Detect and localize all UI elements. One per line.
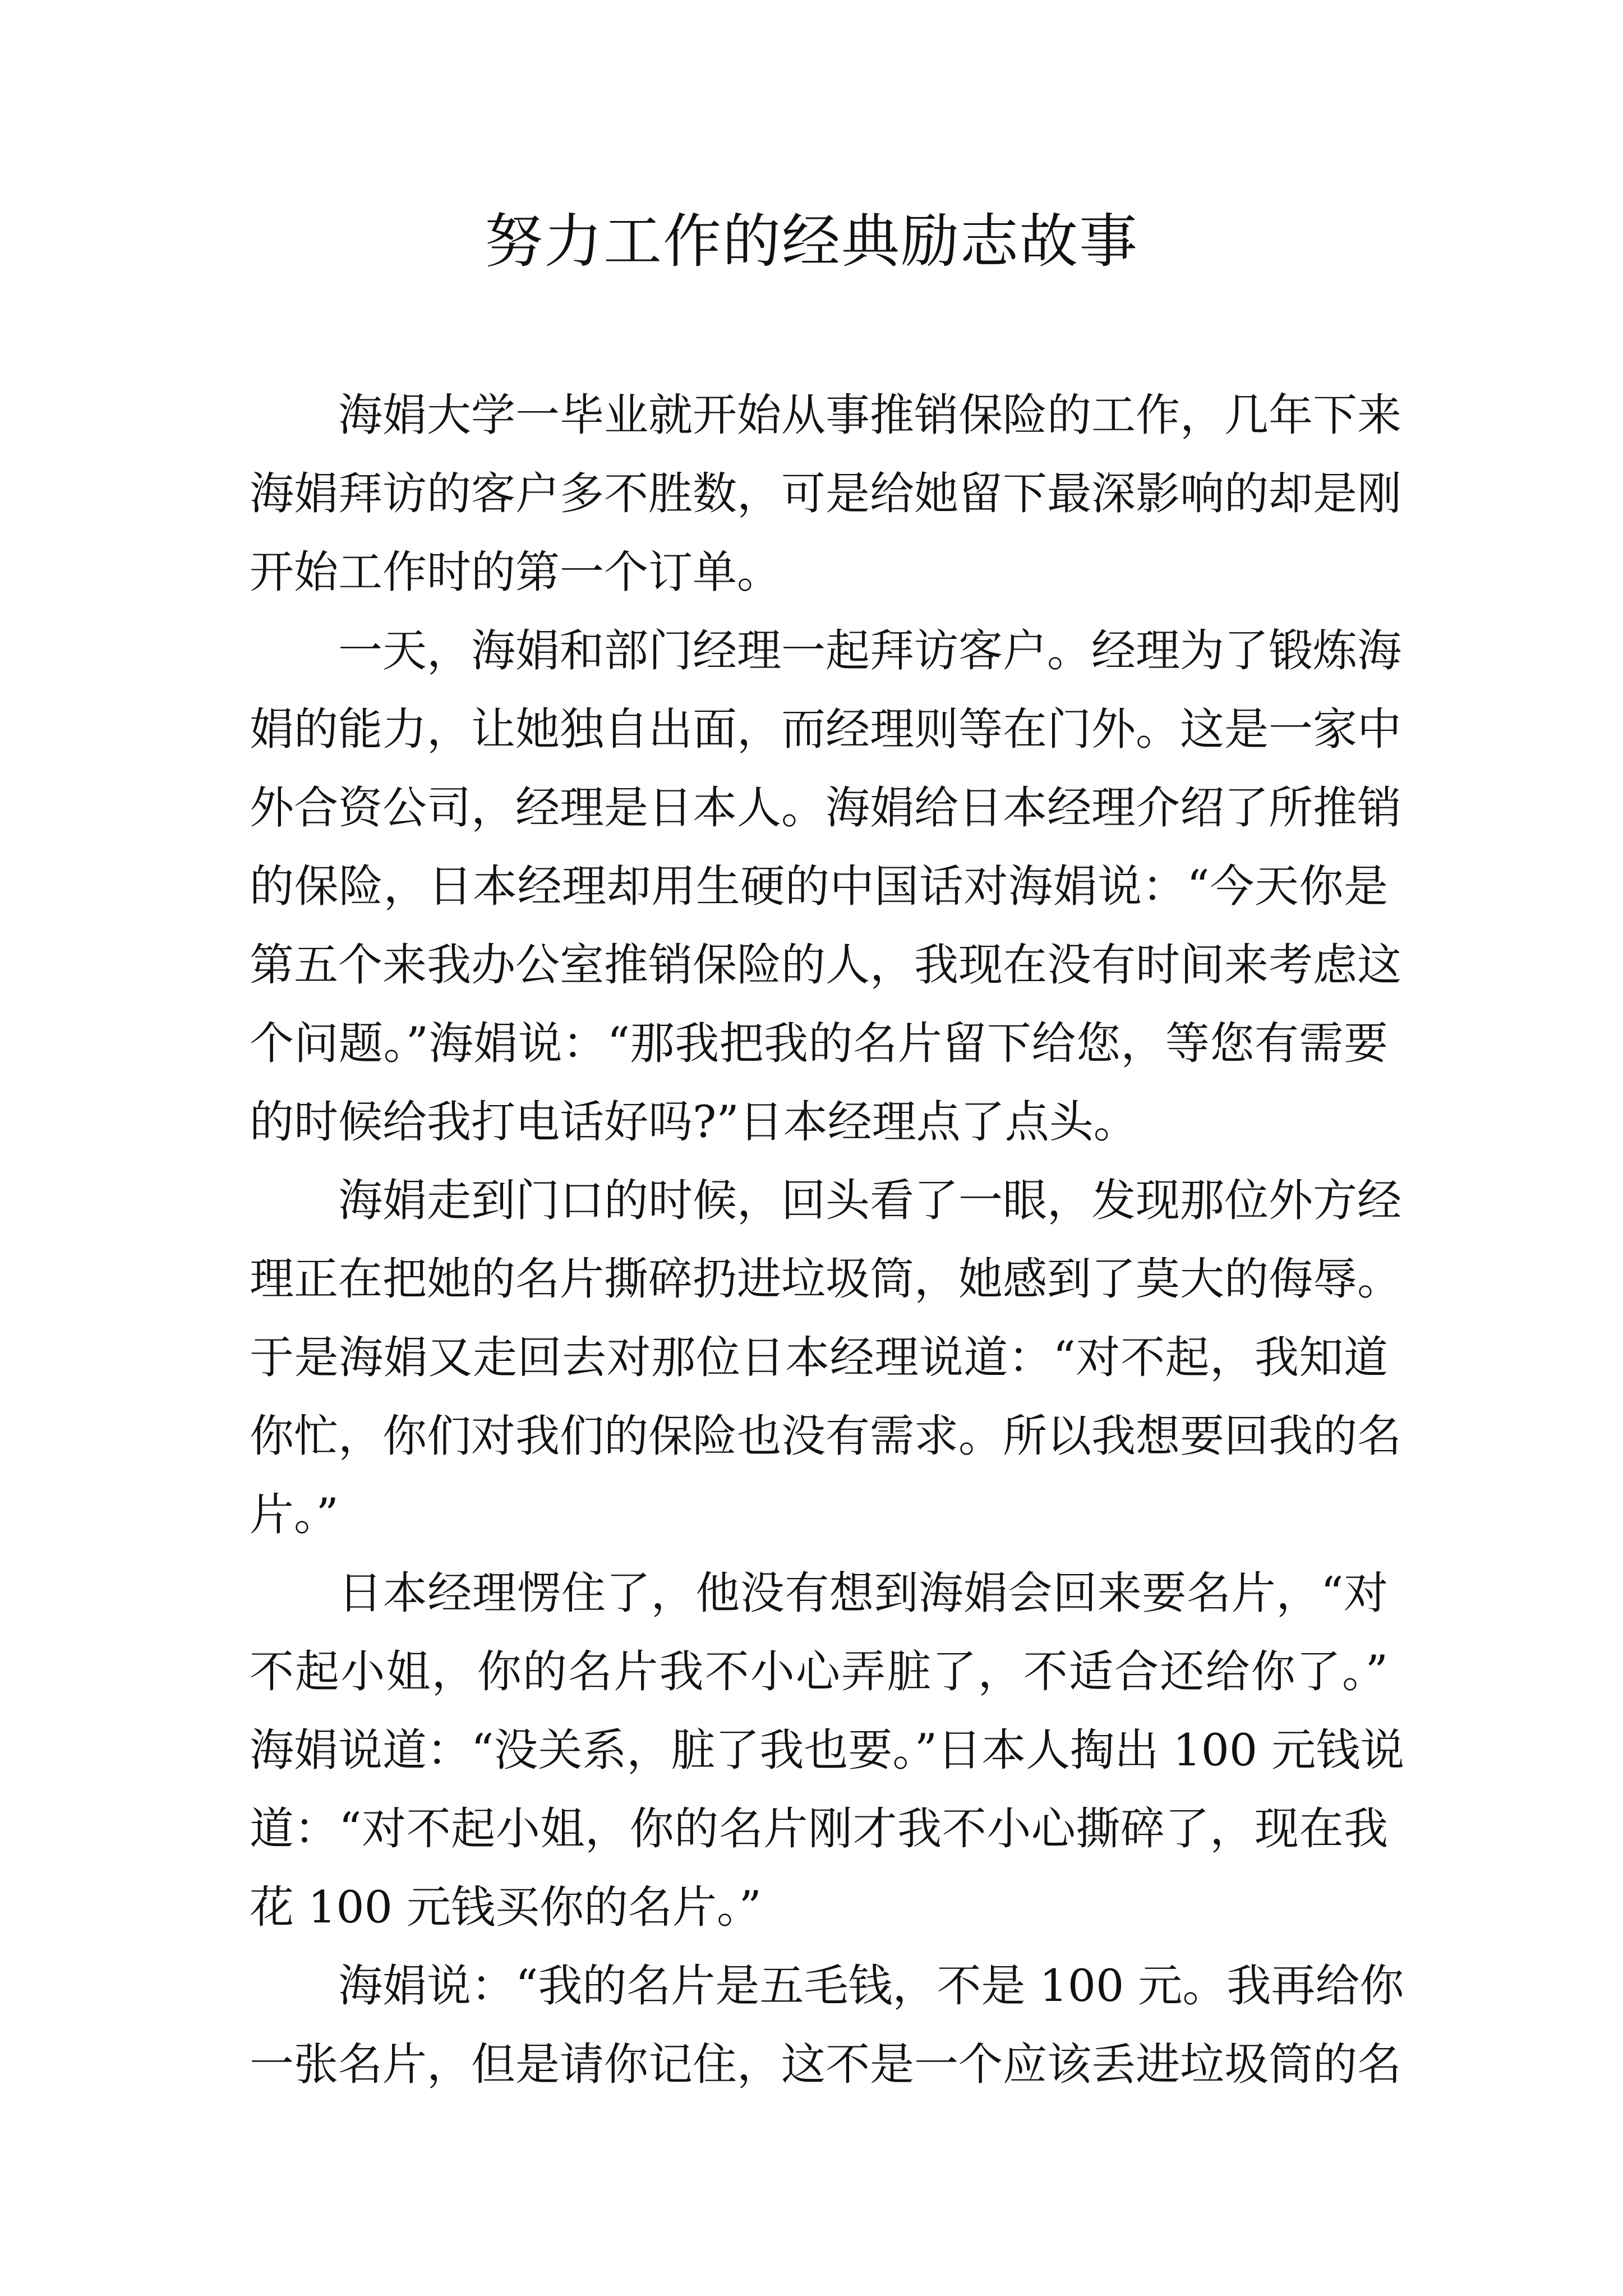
paragraph [250,1947,1404,2104]
text-line: 不起小姐，你的名片我不小心弄脏了，不适合还给你了。” [250,1646,1388,1697]
text-line: 花 100 元钱买你的名片。” [250,1881,762,1933]
text-line: 娟的能力，让她独自出面，而经理则等在门外。这是一家中 [250,703,1401,755]
text-line: 开始工作时的第一个订单。 [250,546,781,598]
text-line: 你忙，你们对我们的保险也没有需求。所以我想要回我的名 [250,1410,1401,1462]
text-line: 海娟拜访的客户多不胜数，可是给她留下最深影响的却是刚 [250,468,1401,519]
text-line: 一张名片，但是请你记住，这不是一个应该丢进垃圾筒的名 [250,2039,1401,2090]
paragraph [250,611,1401,1161]
text-line: 的保险，日本经理却用生硬的中国话对海娟说：“今天你是 [250,861,1388,912]
paragraph [250,1554,1405,1947]
text-line: 个问题。”海娟说：“那我把我的名片留下给您，等您有需要 [250,1018,1388,1069]
text-line: 片。” [250,1489,339,1540]
text-line: 的时候给我打电话好吗?”日本经理点了点头。 [250,1096,1138,1148]
text-line: 于是海娟又走回去对那位日本经理说道：“对不起，我知道 [250,1332,1388,1383]
text-line: 第五个来我办公室推销保险的人，我现在没有时间来考虑这 [250,939,1401,991]
text-line: 外合资公司，经理是日本人。海娟给日本经理介绍了所推销 [250,782,1401,834]
text-line: 道：“对不起小姐，你的名片刚才我不小心撕碎了，现在我 [250,1803,1388,1855]
text-line: 海娟说：“我的名片是五毛钱，不是 100 元。我再给你 [338,1960,1404,2012]
text-line: 日本经理愣住了，他没有想到海娟会回来要名片，“对 [338,1567,1388,1619]
text-line: 海娟走到门口的时候，回头看了一眼，发现那位外方经 [338,1175,1401,1226]
document-body [250,376,1405,2104]
paragraph [250,376,1401,611]
paragraph [250,1161,1401,1554]
text-line: 理正在把她的名片撕碎扔进垃圾筒，她感到了莫大的侮辱。 [250,1253,1401,1305]
text-line: 一天，海娟和部门经理一起拜访客户。经理为了锻炼海 [338,625,1401,677]
text-line: 海娟大学一毕业就开始从事推销保险的工作，几年下来 [338,389,1401,441]
text-line: 海娟说道：“没关系，脏了我也要。”日本人掏出 100 元钱说 [250,1724,1405,1776]
document-title: 努力工作的经典励志故事 [484,207,1138,275]
